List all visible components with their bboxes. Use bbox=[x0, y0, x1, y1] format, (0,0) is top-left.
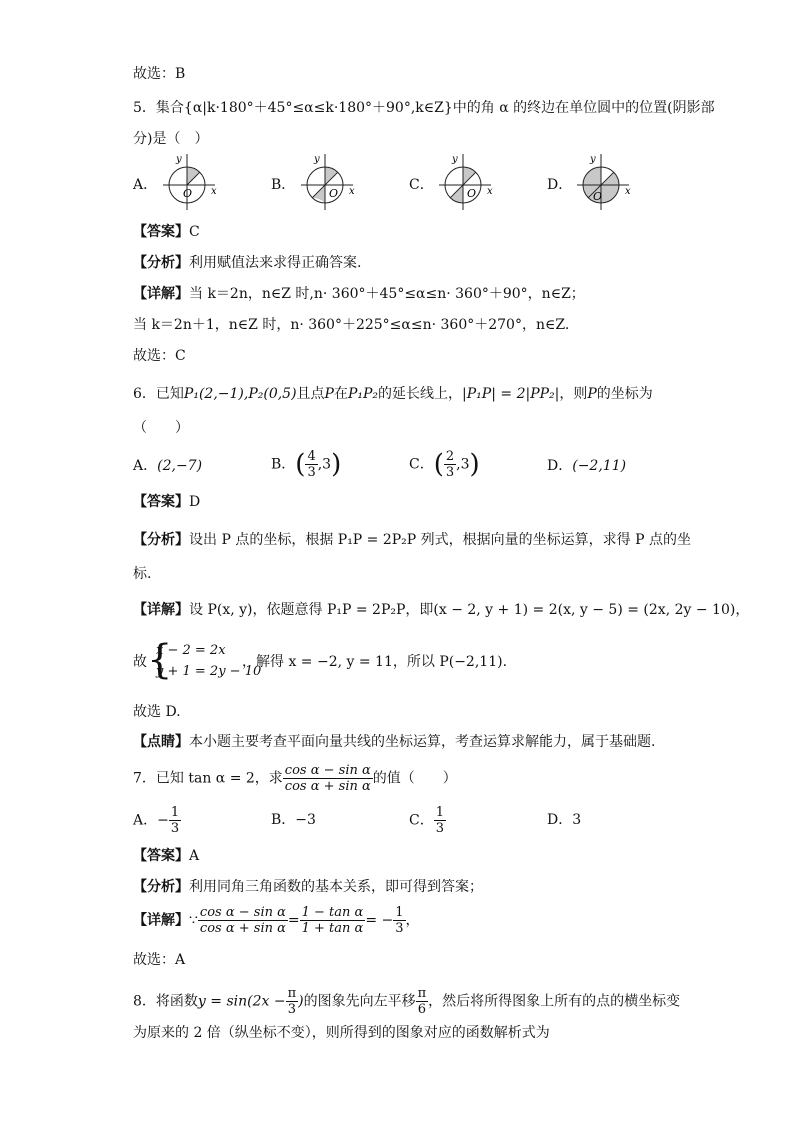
q7-conclusion: 故选：A bbox=[133, 952, 186, 968]
q8-stem-line1: 8．将函数y = sin(2x − $\frac{\pi}{3}$ )的图象先向左平移 $\frac{\pi}{6}$ ，然后将所得图象上所有的点的横坐标变 bbox=[133, 986, 681, 1017]
x-axis-label: x bbox=[211, 186, 217, 197]
y-axis-label: y bbox=[590, 154, 596, 165]
q7-answer bbox=[133, 846, 199, 866]
q5-answer bbox=[133, 222, 200, 242]
comment-text: 本小题主要考查平面向量共线的坐标运算，考查运算求解能力，属于基础题. bbox=[189, 734, 656, 750]
q5-option-d-label: D． bbox=[547, 177, 573, 193]
q6-option-c-fraction: $\frac{2}{3}$ bbox=[445, 449, 455, 480]
q8-stem-line2: 为原来的 2 倍（纵坐标不变），则所得到的图象对应的函数解析式为 bbox=[133, 1025, 550, 1041]
q6-point-p: P bbox=[587, 386, 597, 402]
detail-tag: 【详解】 bbox=[133, 286, 189, 302]
y-axis-label: y bbox=[176, 154, 182, 165]
system-brace: { bbox=[147, 637, 173, 683]
q6-stem-line1 bbox=[133, 384, 653, 404]
answer-value: D bbox=[189, 494, 201, 510]
q6-system-eq2: y + 1 = 2y − 10 bbox=[156, 664, 262, 679]
q6-conclusion: 故选 D. bbox=[133, 704, 181, 720]
analysis-tag: 【分析】 bbox=[133, 879, 189, 895]
x-axis-label: x bbox=[487, 186, 493, 197]
analysis-text: 利用同角三角函数的基本关系，即可得到答案； bbox=[189, 879, 483, 895]
detail-tag: 【详解】 bbox=[133, 602, 189, 618]
q6-comment bbox=[133, 732, 655, 752]
q6-option-a: A．(2,−7) bbox=[133, 458, 203, 474]
q6-detail-line1 bbox=[133, 600, 749, 620]
q7-analysis bbox=[133, 877, 483, 897]
q5-figure-b bbox=[295, 152, 361, 212]
x-axis-label: x bbox=[349, 186, 355, 197]
y-axis-label: y bbox=[452, 154, 458, 165]
comment-tag: 【点睛】 bbox=[133, 734, 189, 750]
q6-stem-text: ，则 bbox=[559, 386, 588, 402]
q5-figure-a bbox=[157, 152, 223, 212]
q6-detail-line2-prefix: 故 bbox=[133, 654, 147, 670]
q5-detail-line2: 当 k＝2n＋1，n∈Z 时，n· 360°＋225°≤α≤n· 360°＋270°，n∈Z. bbox=[133, 317, 570, 333]
q6-system-eq1: x − 2 = 2x bbox=[156, 643, 226, 658]
q6-option-d-value: (−2,11) bbox=[572, 458, 627, 474]
q7-option-a: A．− $\frac{1}{3}$ bbox=[133, 805, 180, 836]
q6-stem-text: 6．已知 bbox=[133, 386, 184, 402]
detail-text: 当 k＝2n，n∈Z 时,n· 360°＋45°≤α≤n· 360°＋90°，n∈Z； bbox=[189, 286, 585, 302]
q7-detail: 【详解】∵ $\frac{\text{cos α − sin α}}{\text{cos α + sin α}}$ = $\frac{\text{1 − tan α}}{\text{1 + tan α}}$ = − $\frac{1}{3}$ ， bbox=[133, 905, 420, 936]
q6-stem-text: 且点 bbox=[296, 386, 325, 402]
q6-option-a-value: (2,−7) bbox=[157, 458, 203, 474]
analysis-text: 设出 P 点的坐标，根据 P₁P = 2P₂P 列式，根据向量的坐标运算，求得 P 点的坐 bbox=[189, 532, 691, 548]
q6-analysis-line2: 标. bbox=[133, 566, 152, 582]
q5-detail-line1 bbox=[133, 284, 585, 304]
q6-analysis-line1 bbox=[133, 530, 691, 550]
q5-analysis bbox=[133, 253, 361, 273]
answer-value: C bbox=[189, 224, 200, 240]
q6-stem-text: 的延长线上， bbox=[378, 386, 463, 402]
q6-detail-line2-suffix: ，解得 x = −2, y = 11，所以 P(−2,11). bbox=[242, 654, 508, 670]
answer-tag: 【答案】 bbox=[133, 224, 189, 240]
q6-option-b-fraction: $\frac{4}{3}$ bbox=[307, 449, 316, 480]
q5-stem-line2: 分)是（ ） bbox=[133, 131, 209, 147]
q5-stem-line1: 5．集合{α|k·180°＋45°≤α≤k·180°＋90°,k∈Z}中的角 α 的终边在单位圆中的位置(阴影部 bbox=[133, 100, 715, 116]
q5-figure-c bbox=[433, 152, 499, 212]
analysis-tag: 【分析】 bbox=[133, 255, 189, 271]
q5-figure-d bbox=[571, 152, 637, 212]
q6-segment: P₁P₂ bbox=[347, 386, 379, 402]
origin-label: O bbox=[183, 187, 193, 200]
q6-vector-eq: |P₁P| = 2|PP₂| bbox=[462, 386, 560, 402]
detail-text: 设 P(x, y)，依题意得 P₁P = 2P₂P，即(x − 2, y + 1) = 2(x, y − 5) = (2x, 2y − 10)， bbox=[189, 602, 750, 618]
q6-option-d: D．(−2,11) bbox=[547, 458, 627, 474]
q7-option-b: B．−3 bbox=[271, 812, 316, 828]
q6-points: P₁(2,−1),P₂(0,5) bbox=[183, 386, 297, 402]
q7-option-c: C． $\frac{1}{3}$ bbox=[409, 805, 444, 836]
q6-stem-text: 在 bbox=[333, 386, 348, 402]
answer-value: A bbox=[189, 848, 200, 864]
q6-option-b: B．( $\frac{4}{3}$ ,3) bbox=[271, 449, 342, 480]
q5-option-c-label: C． bbox=[409, 177, 434, 193]
answer-tag: 【答案】 bbox=[133, 494, 189, 510]
answer-tag: 【答案】 bbox=[133, 848, 189, 864]
q5-option-b-label: B． bbox=[271, 177, 296, 193]
answer-choice-line: 故选：B bbox=[133, 66, 186, 82]
q6-stem-text: 的坐标为 bbox=[596, 386, 653, 402]
analysis-tag: 【分析】 bbox=[133, 532, 189, 548]
q6-point-p: P bbox=[324, 386, 334, 402]
q6-answer bbox=[133, 492, 200, 512]
q6-stem-line2: （ ） bbox=[133, 420, 189, 436]
q7-fraction: $\frac{\text{cos α − sin α}}{\text{cos α + sin α}}$ bbox=[284, 763, 371, 794]
origin-label: O bbox=[467, 187, 477, 200]
q5-option-a-label: A． bbox=[133, 177, 158, 193]
origin-label: O bbox=[329, 187, 339, 200]
x-axis-label: x bbox=[625, 186, 631, 197]
q6-option-c: C．( $\frac{2}{3}$ ,3) bbox=[409, 449, 480, 480]
analysis-text: 利用赋值法来求得正确答案. bbox=[189, 255, 362, 271]
q5-conclusion: 故选：C bbox=[133, 348, 186, 364]
q7-option-d: D．3 bbox=[547, 812, 582, 828]
origin-label: O bbox=[593, 190, 603, 203]
q7-stem: 7．已知 tan α = 2，求 $\frac{\text{cos α − sin α}}{\text{cos α + sin α}}$ 的值（ ） bbox=[133, 763, 457, 794]
y-axis-label: y bbox=[314, 154, 320, 165]
